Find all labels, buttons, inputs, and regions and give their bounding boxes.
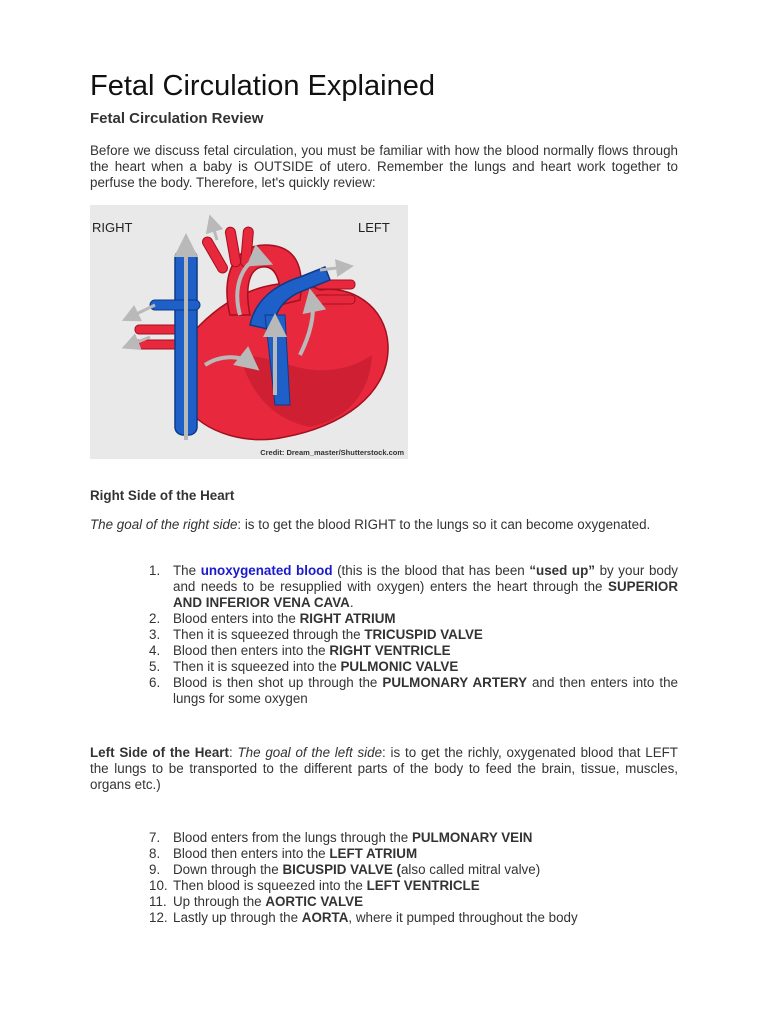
list-item xyxy=(90,846,678,862)
list-item-text: by your body and needs to be resupplied with oxygen) enters the heart through the xyxy=(173,563,678,594)
right-side-steps xyxy=(90,563,678,707)
list-item xyxy=(90,611,678,627)
figure-label-right: RIGHT xyxy=(92,220,133,235)
right-side-goal-text: : is to get the blood RIGHT to the lungs so it can become oxygenated. xyxy=(237,517,651,532)
list-item xyxy=(90,563,678,611)
list-item xyxy=(90,627,678,643)
bold-term: PULMONARY ARTERY xyxy=(382,675,528,690)
list-item-text: (this is the blood that has been xyxy=(332,563,530,578)
left-side-heading: Left Side of the Heart xyxy=(90,745,229,760)
right-side-goal xyxy=(90,517,678,533)
list-item-text: Then blood is squeezed into the xyxy=(173,878,367,893)
list-item-text: Blood is then shot up through the xyxy=(173,675,383,690)
figure-label-left: LEFT xyxy=(358,220,390,235)
bold-term: AORTIC VALVE xyxy=(265,894,364,909)
list-item-number: 7. xyxy=(149,830,161,845)
left-side-steps xyxy=(90,830,678,926)
list-item-number: 3. xyxy=(149,627,161,642)
bold-term: TRICUSPID VALVE xyxy=(364,627,483,642)
left-side-goal-label: The goal of the left side xyxy=(237,745,383,760)
list-item-text: , where it pumped throughout the body xyxy=(348,910,578,925)
list-item-number: 11. xyxy=(149,894,167,909)
list-item-text: also called mitral valve) xyxy=(400,862,541,877)
list-item-number: 12. xyxy=(149,910,168,925)
bold-term: “used up” xyxy=(529,563,595,578)
intro-paragraph: Before we discuss fetal circulation, you must be familiar with how the blood normally flows through the heart when a baby is OUTSIDE of utero. Remember the lungs and heart work together to perfuse the body. Therefore, let's quickly review: xyxy=(90,143,678,190)
list-item xyxy=(90,878,678,894)
right-side-goal-label: The goal of the right side xyxy=(90,517,238,532)
list-item-text: and then enters into the lungs for some oxygen xyxy=(173,675,678,706)
left-side-intro xyxy=(90,745,678,793)
bold-term: PULMONARY VEIN xyxy=(411,830,533,845)
heart-diagram xyxy=(90,205,408,459)
bold-term: PULMONIC VALVE xyxy=(340,659,459,674)
list-item xyxy=(90,910,678,926)
page-title: Fetal Circulation Explained xyxy=(90,70,435,102)
list-item-number: 1. xyxy=(149,563,161,578)
list-item-number: 5. xyxy=(149,659,161,674)
list-item-text: Then it is squeezed through the xyxy=(173,627,365,642)
list-item-text: Up through the xyxy=(173,894,266,909)
list-item xyxy=(90,862,678,878)
list-item-text: Blood enters from the lungs through the xyxy=(173,830,412,845)
list-item-number: 4. xyxy=(149,643,161,658)
left-side-goal-text: : is to get the richly, oxygenated blood that LEFT the lungs to be transported to the different parts of the body to feed the brain, tissue, muscles, organs etc.) xyxy=(90,745,678,792)
bold-term: LEFT ATRIUM xyxy=(329,846,418,861)
list-item-text: Lastly up through the xyxy=(173,910,302,925)
list-item xyxy=(90,659,678,675)
list-item-number: 10. xyxy=(149,878,168,893)
section-subtitle: Fetal Circulation Review xyxy=(90,110,264,127)
bold-term: LEFT VENTRICLE xyxy=(366,878,480,893)
list-item xyxy=(90,675,678,707)
bold-term: BICUSPID VALVE ( xyxy=(282,862,401,877)
list-item xyxy=(90,643,678,659)
list-item-number: 6. xyxy=(149,675,161,690)
highlight-term: unoxygenated blood xyxy=(200,563,333,578)
list-item xyxy=(90,830,678,846)
list-item xyxy=(90,894,678,910)
list-item-text: Blood enters into the xyxy=(173,611,300,626)
left-side-colon: : xyxy=(228,745,238,760)
right-side-heading: Right Side of the Heart xyxy=(90,488,235,503)
list-item-text: . xyxy=(349,595,354,610)
list-item-number: 2. xyxy=(149,611,161,626)
bold-term: AORTA xyxy=(301,910,349,925)
list-item-text: Down through the xyxy=(173,862,283,877)
bold-term: RIGHT ATRIUM xyxy=(299,611,396,626)
list-item-text: The xyxy=(173,563,201,578)
figure-credit: Credit: Dream_master/Shutterstock.com xyxy=(260,448,404,457)
list-item-text: Then it is squeezed into the xyxy=(173,659,341,674)
bold-term: RIGHT VENTRICLE xyxy=(329,643,451,658)
list-item-text: Blood then enters into the xyxy=(173,846,330,861)
list-item-number: 8. xyxy=(149,846,161,861)
list-item-number: 9. xyxy=(149,862,161,877)
list-item-text: Blood then enters into the xyxy=(173,643,330,658)
bold-term: SUPERIOR AND INFERIOR VENA CAVA xyxy=(173,579,678,610)
heart-illustration xyxy=(90,205,408,459)
